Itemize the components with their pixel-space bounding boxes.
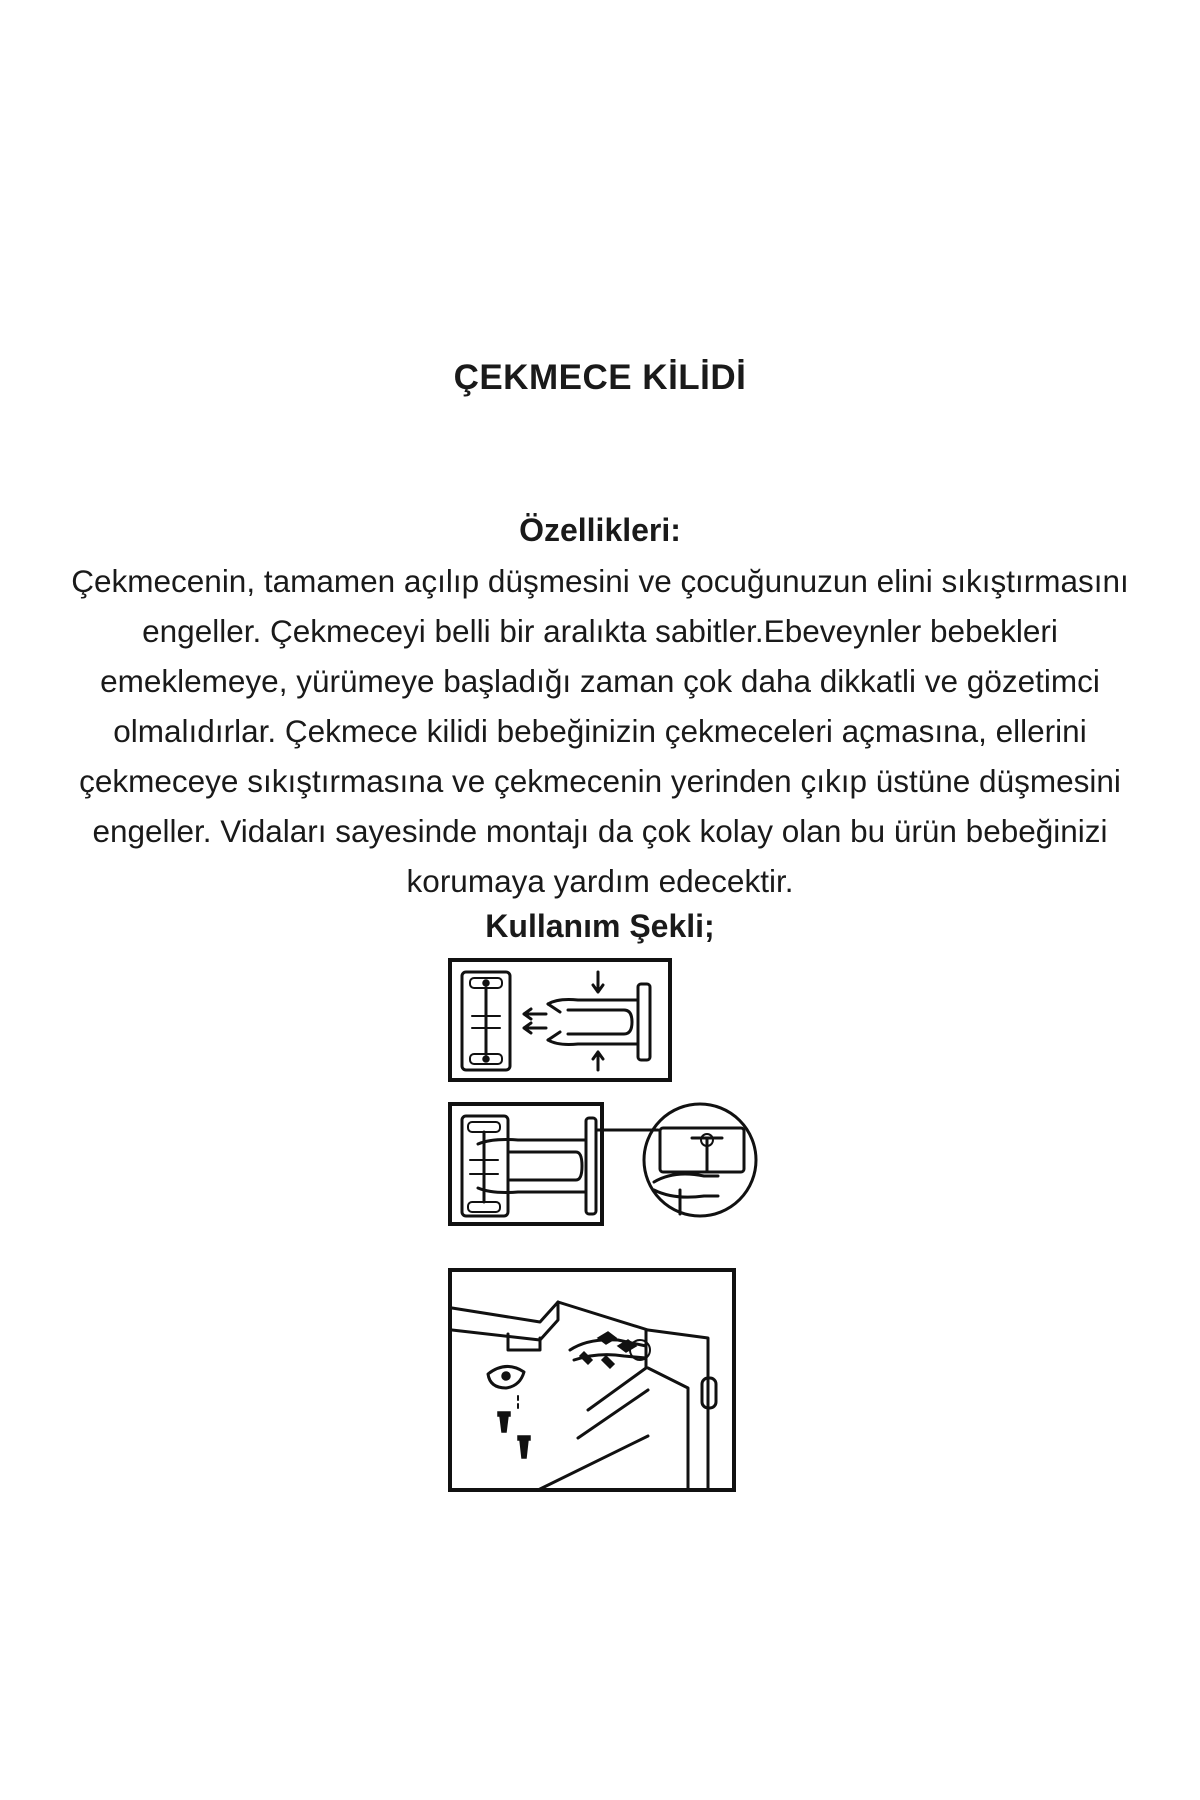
drawer-mounting-screws-diagram-icon xyxy=(448,1268,738,1494)
latch-squeeze-diagram-icon xyxy=(448,958,672,1084)
paragraph-line: engeller. Vidaları sayesinde montajı da çok kolay olan bu ürün bebeğinizi xyxy=(92,813,1108,849)
paragraph-line: korumaya yardım edecektir. xyxy=(406,863,794,899)
latch-installed-with-zoom-diagram-icon xyxy=(448,1100,760,1230)
paragraph-line: olmalıdırlar. Çekmece kilidi bebeğinizin çekmeceleri açmasına, ellerini xyxy=(113,713,1087,749)
features-paragraph xyxy=(0,556,1200,906)
features-heading: Özellikleri: xyxy=(519,512,681,548)
usage-heading: Kullanım Şekli; xyxy=(485,908,715,944)
page-title: ÇEKMECE KİLİDİ xyxy=(453,358,747,397)
paragraph-line: engeller. Çekmeceyi belli bir aralıkta sabitler.Ebeveynler bebekleri xyxy=(142,613,1058,649)
paragraph-line: emeklemeye, yürümeye başladığı zaman çok daha dikkatli ve gözetimci xyxy=(100,663,1100,699)
paragraph-line: Çekmecenin, tamamen açılıp düşmesini ve çocuğunuzun elini sıkıştırmasını xyxy=(71,563,1129,599)
paragraph-line: çekmeceye sıkıştırmasına ve çekmecenin yerinden çıkıp üstüne düşmesini xyxy=(79,763,1121,799)
